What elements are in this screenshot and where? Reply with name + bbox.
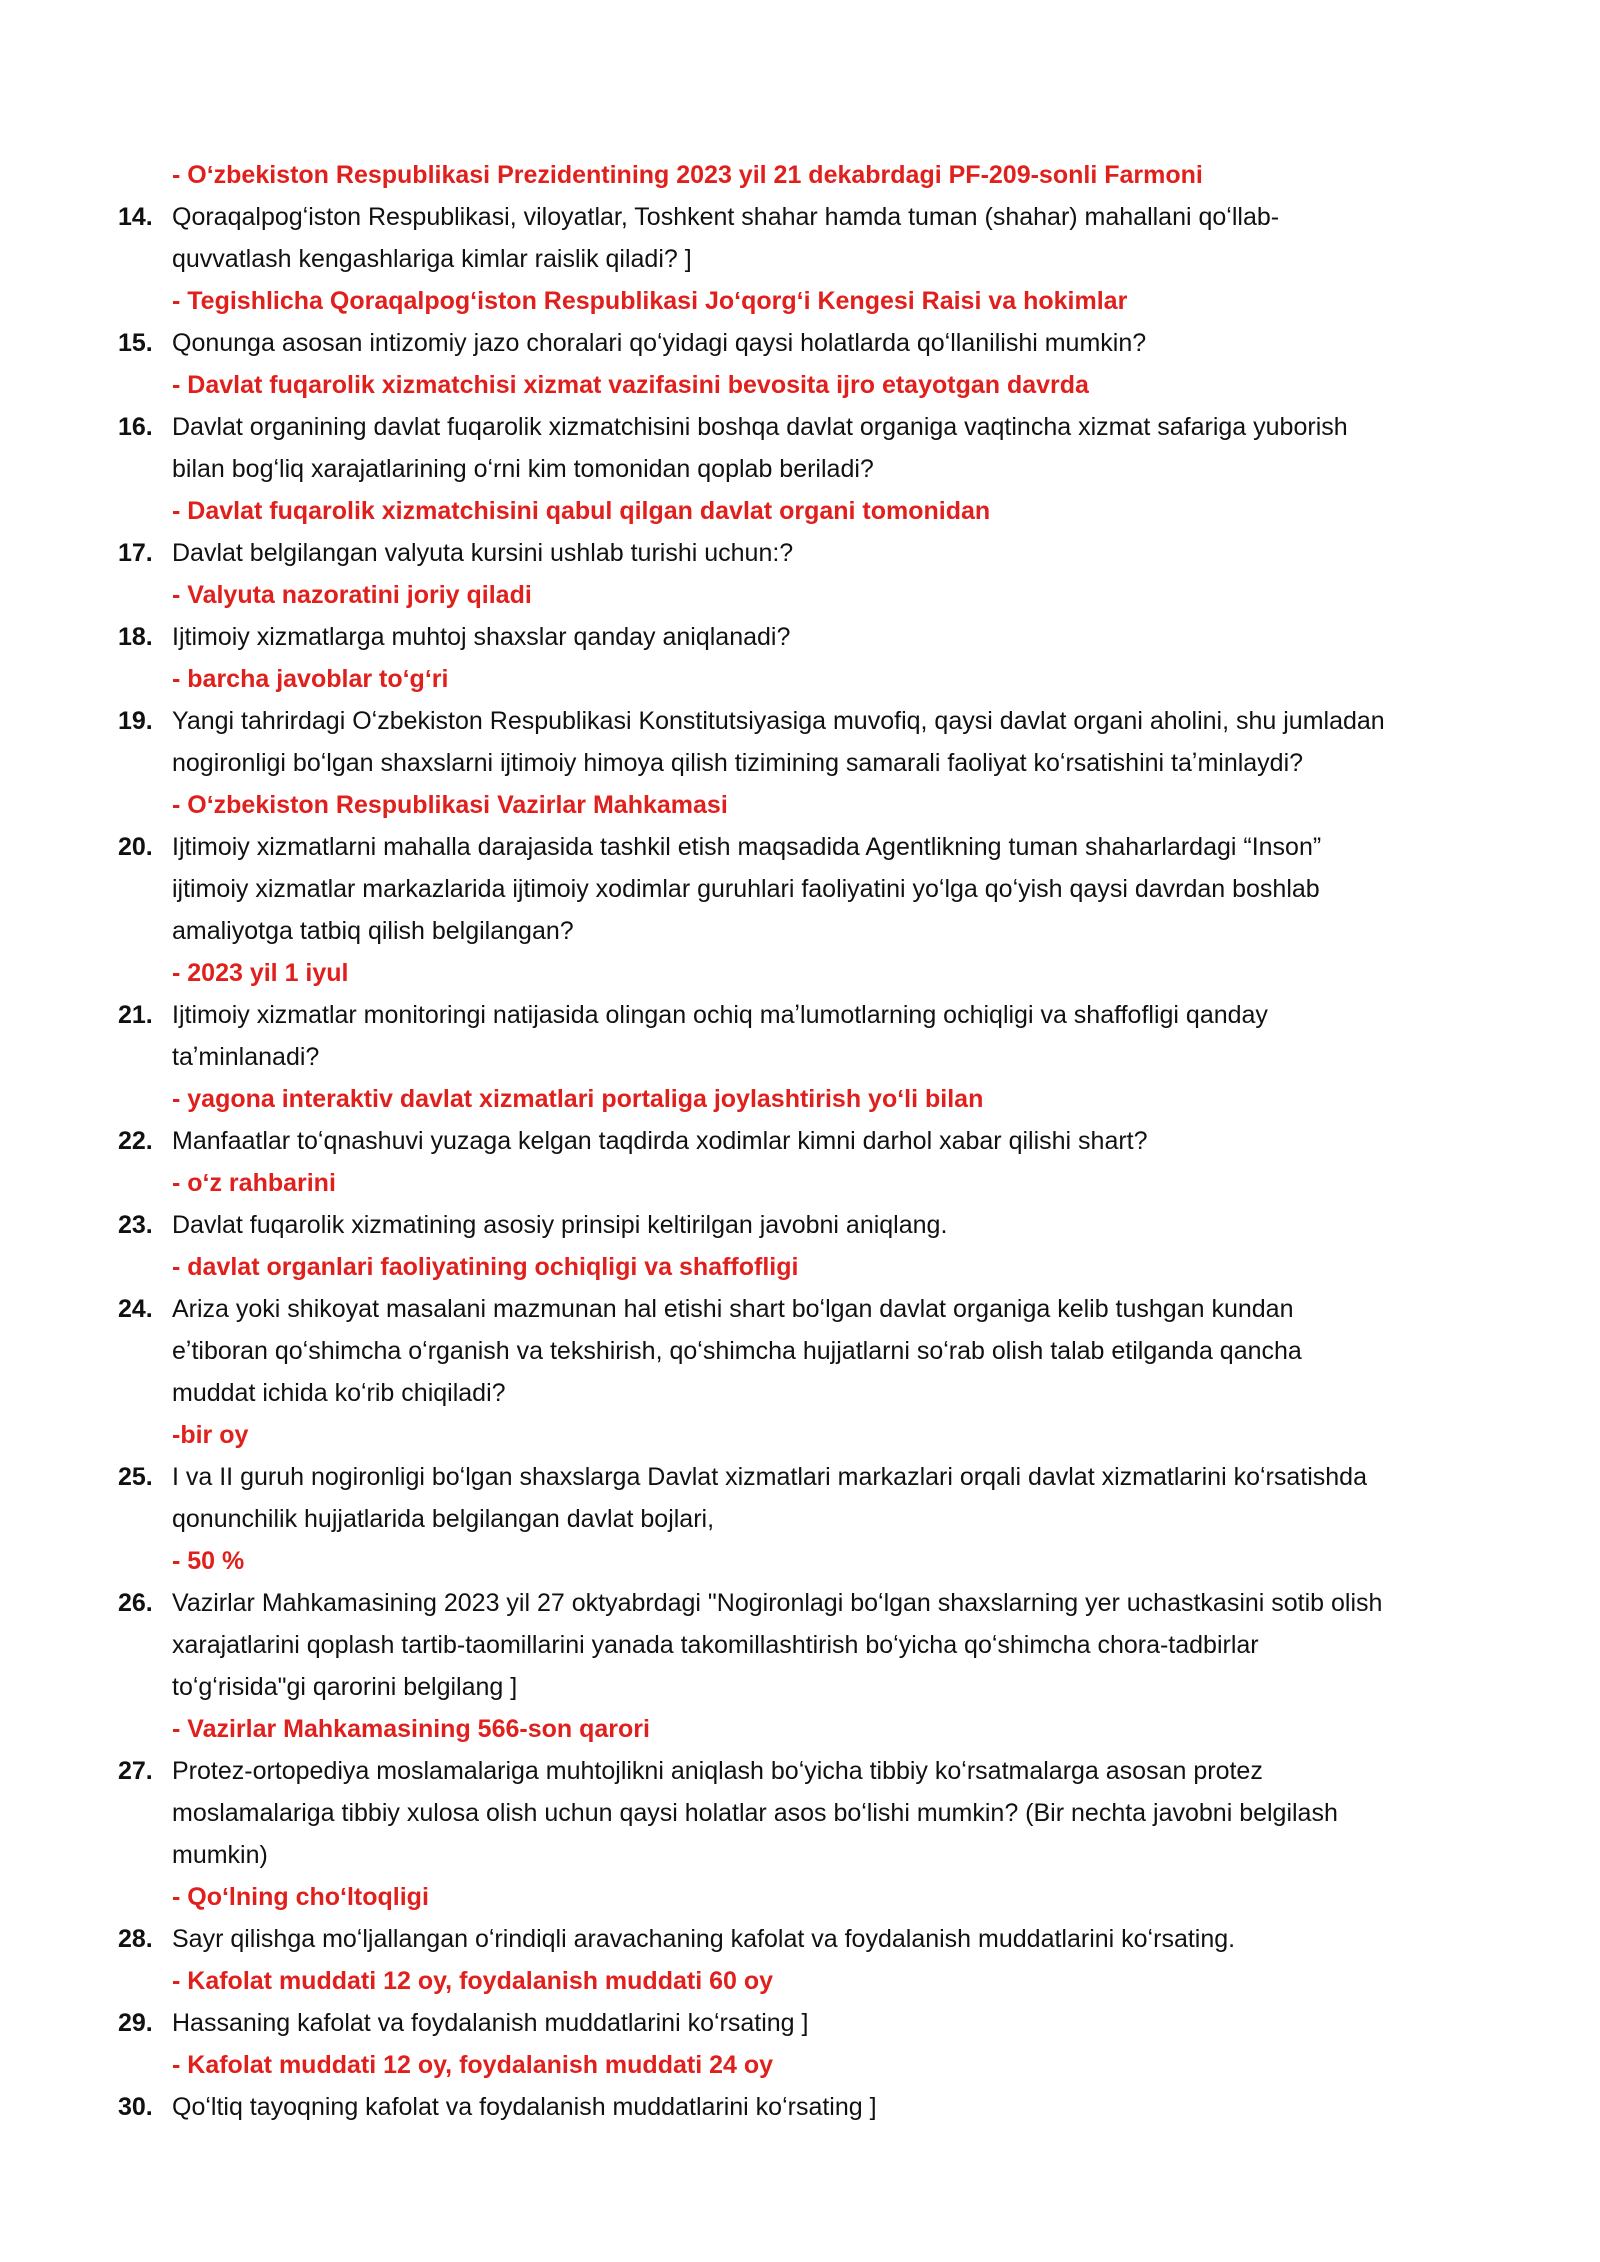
question-number: 15.: [118, 329, 153, 357]
question-text: Hassaning kafolat va foydalanish muddatlarini koʻrsating ]: [172, 2009, 809, 2037]
answer-text: - oʻz rahbarini: [172, 1169, 336, 1197]
question-text: Qonunga asosan intizomiy jazo choralari qoʻyidagi qaysi holatlarda qoʻllanilishi mumkin?: [172, 329, 1147, 357]
question-item: [0, 1918, 1600, 2002]
answer-text: - Valyuta nazoratini joriy qiladi: [172, 581, 532, 609]
question-number: 16.: [118, 413, 153, 441]
question-item: [0, 1750, 1600, 1918]
answer-text: - Oʻzbekiston Respublikasi Vazirlar Mahkamasi: [172, 791, 728, 819]
question-number: 27.: [118, 1757, 153, 1785]
answer-text: - Qoʻlning choʻltoqligi: [172, 1883, 429, 1911]
question-text: Yangi tahrirdagi Oʻzbekiston Respublikasi Konstitutsiyasiga muvofiq, qaysi davlat organi aholini, shu jumladan nogironligi boʻlgan shaxslarni ijtimoiy himoya qilish tizimining samarali faoliyat koʻrsatishini taʼminlaydi?: [172, 707, 1385, 777]
question-item: [0, 826, 1600, 994]
question-item: [0, 616, 1600, 700]
lead-answer: - Oʻzbekiston Respublikasi Prezidentining 2023 yil 21 dekabrdagi PF-209-sonli Farmoni: [172, 161, 1203, 189]
question-text: I va II guruh nogironligi boʻlgan shaxslarga Davlat xizmatlari markazlari orqali davlat xizmatlarini koʻrsatishda qonunchilik hujjatlarida belgilangan davlat bojlari,: [172, 1463, 1367, 1533]
question-number: 20.: [118, 833, 153, 861]
question-number: 19.: [118, 707, 153, 735]
question-item: [0, 1120, 1600, 1204]
question-number: 24.: [118, 1295, 153, 1323]
answer-text: - yagona interaktiv davlat xizmatlari portaliga joylashtirish yoʻli bilan: [172, 1085, 984, 1113]
question-text: Davlat fuqarolik xizmatining asosiy prinsipi keltirilgan javobni aniqlang.: [172, 1211, 948, 1239]
answer-text: - 2023 yil 1 iyul: [172, 959, 349, 987]
question-text: Sayr qilishga moʻljallangan oʻrindiqli aravachaning kafolat va foydalanish muddatlarini koʻrsating.: [172, 1925, 1236, 1953]
question-item: [0, 1288, 1600, 1456]
question-item: [0, 532, 1600, 616]
question-item: [0, 1456, 1600, 1582]
question-number: 18.: [118, 623, 153, 651]
question-text: Ijtimoiy xizmatlarga muhtoj shaxslar qanday aniqlanadi?: [172, 623, 791, 651]
answer-text: - barcha javoblar toʻgʻri: [172, 665, 449, 693]
answer-text: - 50 %: [172, 1547, 245, 1575]
question-number: 17.: [118, 539, 153, 567]
question-number: 14.: [118, 203, 153, 231]
question-text: Qoʻltiq tayoqning kafolat va foydalanish muddatlarini koʻrsating ]: [172, 2093, 877, 2121]
question-number: 28.: [118, 1925, 153, 1953]
question-item: [0, 1204, 1600, 1288]
question-number: 30.: [118, 2093, 153, 2121]
question-number: 29.: [118, 2009, 153, 2037]
answer-text: -bir oy: [172, 1421, 249, 1449]
question-text: Ariza yoki shikoyat masalani mazmunan hal etishi shart boʻlgan davlat organiga kelib tushgan kundan eʼtiboran qoʻshimcha oʻrganish va tekshirish, qoʻshimcha hujjatlarni soʻrab olish talab etilganda qancha muddat ichida koʻrib chiqiladi?: [172, 1295, 1302, 1407]
question-text: Ijtimoiy xizmatlar monitoringi natijasida olingan ochiq maʼlumotlarning ochiqligi va shaffofligi qanday taʼminlanadi?: [172, 1001, 1268, 1071]
answer-text: - Davlat fuqarolik xizmatchisi xizmat vazifasini bevosita ijro etayotgan davrda: [172, 371, 1089, 399]
question-item: [0, 700, 1600, 826]
question-number: 22.: [118, 1127, 153, 1155]
question-item: [0, 322, 1600, 406]
answer-text: - Davlat fuqarolik xizmatchisini qabul qilgan davlat organi tomonidan: [172, 497, 991, 525]
question-number: 26.: [118, 1589, 153, 1617]
question-text: Protez-ortopediya moslamalariga muhtojlikni aniqlash boʻyicha tibbiy koʻrsatmalarga asosan protez moslamalariga tibbiy xulosa olish uchun qaysi holatlar asos boʻlishi mumkin? (Bir nechta javobni belgilash mumkin): [172, 1757, 1338, 1869]
question-list: [0, 196, 1600, 2128]
question-text: Manfaatlar toʻqnashuvi yuzaga kelgan taqdirda xodimlar kimni darhol xabar qilishi shart?: [172, 1127, 1148, 1155]
answer-text: - Tegishlicha Qoraqalpogʻiston Respublikasi Joʻqorgʻi Kengesi Raisi va hokimlar: [172, 287, 1128, 315]
question-text: Ijtimoiy xizmatlarni mahalla darajasida tashkil etish maqsadida Agentlikning tuman shaharlardagi “Inson” ijtimoiy xizmatlar markazlarida ijtimoiy xodimlar guruhlari faoliyatini yoʻlga qoʻyish qaysi davrdan boshlab amaliyotga tatbiq qilish belgilangan?: [172, 833, 1322, 945]
question-text: Qoraqalpogʻiston Respublikasi, viloyatlar, Toshkent shahar hamda tuman (shahar) mahallani qoʻllab- quvvatlash kengashlariga kimlar raislik qiladi? ]: [172, 203, 1280, 273]
answer-text: - Vazirlar Mahkamasining 566-son qarori: [172, 1715, 650, 1743]
answer-text: - davlat organlari faoliyatining ochiqligi va shaffofligi: [172, 1253, 799, 1281]
question-text: Vazirlar Mahkamasining 2023 yil 27 oktyabrdagi "Nogironlagi boʻlgan shaxslarning yer uchastkasini sotib olish xarajatlarini qoplash tartib-taomillarini yanada takomillashtirish boʻyicha qoʻshimcha chora-tadbirlar toʻgʻrisida"gi qarorini belgilang ]: [172, 1589, 1383, 1701]
question-item: [0, 406, 1600, 532]
question-item: [0, 2086, 1600, 2128]
question-number: 25.: [118, 1463, 153, 1491]
question-item: [0, 196, 1600, 322]
question-item: [0, 994, 1600, 1120]
question-item: [0, 1582, 1600, 1750]
answer-text: - Kafolat muddati 12 oy, foydalanish muddati 60 oy: [172, 1967, 774, 1995]
answer-text: - Kafolat muddati 12 oy, foydalanish muddati 24 oy: [172, 2051, 774, 2079]
question-number: 21.: [118, 1001, 153, 1029]
question-item: [0, 2002, 1600, 2086]
question-text: Davlat belgilangan valyuta kursini ushlab turishi uchun:?: [172, 539, 794, 567]
question-text: Davlat organining davlat fuqarolik xizmatchisini boshqa davlat organiga vaqtincha xizmat safariga yuborish bilan bogʻliq xarajatlarining oʻrni kim tomonidan qoplab beriladi?: [172, 413, 1348, 483]
question-number: 23.: [118, 1211, 153, 1239]
